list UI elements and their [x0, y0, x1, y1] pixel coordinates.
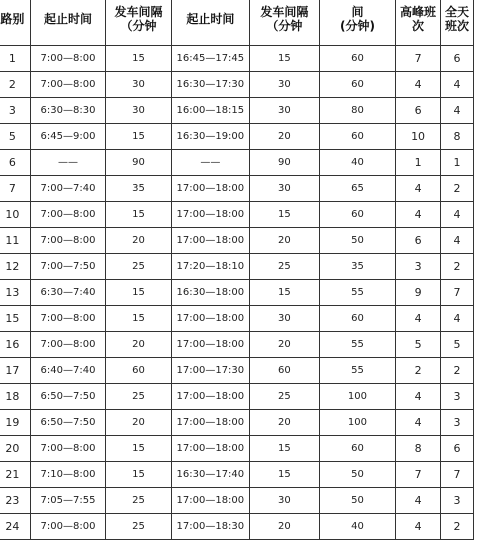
peak-trips-cell: 10 — [396, 124, 441, 150]
start-end-1-cell: 6:30—7:40 — [30, 280, 105, 306]
interval-2-cell: 20 — [249, 124, 319, 150]
route-cell: 24 — [0, 514, 30, 540]
start-end-1-cell: —— — [30, 150, 105, 176]
table-row — [0, 410, 474, 436]
route-cell: 18 — [0, 384, 30, 410]
start-end-2-cell: 16:00—18:15 — [171, 98, 249, 124]
start-end-1-cell: 7:10—8:00 — [30, 462, 105, 488]
start-end-1-cell: 7:00—8:00 — [30, 72, 105, 98]
interval-2-cell: 90 — [249, 150, 319, 176]
interval-1-cell: 15 — [106, 46, 172, 72]
interval-1-cell: 30 — [106, 98, 172, 124]
interval-1-cell: 20 — [106, 332, 172, 358]
start-end-2-cell: —— — [171, 150, 249, 176]
interval-2-cell: 15 — [249, 280, 319, 306]
route-cell: 19 — [0, 410, 30, 436]
table-row — [0, 280, 474, 306]
daily-trips-cell: 4 — [441, 202, 474, 228]
route-cell: 21 — [0, 462, 30, 488]
interval-1-cell: 30 — [106, 72, 172, 98]
daily-trips-cell: 1 — [441, 150, 474, 176]
route-cell: 17 — [0, 358, 30, 384]
start-end-2-cell: 16:30—18:00 — [171, 280, 249, 306]
interval-2-cell: 30 — [249, 488, 319, 514]
daily-trips-cell: 3 — [441, 410, 474, 436]
peak-trips-cell: 4 — [396, 488, 441, 514]
interval-3-cell: 100 — [319, 410, 395, 436]
header-start-end-2 — [171, 0, 249, 46]
interval-3-cell: 60 — [319, 202, 395, 228]
table-row — [0, 384, 474, 410]
interval-2-cell: 20 — [249, 514, 319, 540]
daily-trips-cell: 2 — [441, 176, 474, 202]
peak-trips-cell: 4 — [396, 72, 441, 98]
route-cell: 2 — [0, 72, 30, 98]
start-end-2-cell: 17:00—18:00 — [171, 488, 249, 514]
header-interval-1-line1: 发车间隔 — [114, 5, 163, 19]
peak-trips-cell: 4 — [396, 202, 441, 228]
interval-1-cell: 15 — [106, 202, 172, 228]
header-daily-trips — [441, 0, 474, 46]
header-route — [0, 0, 30, 46]
start-end-1-cell: 7:00—8:00 — [30, 306, 105, 332]
start-end-2-cell: 17:00—18:00 — [171, 384, 249, 410]
daily-trips-cell: 8 — [441, 124, 474, 150]
interval-3-cell: 60 — [319, 124, 395, 150]
start-end-1-cell: 7:00—7:40 — [30, 176, 105, 202]
header-peak-trips-line2: 次 — [412, 19, 425, 33]
table-row — [0, 462, 474, 488]
daily-trips-cell: 2 — [441, 254, 474, 280]
peak-trips-cell: 4 — [396, 410, 441, 436]
table-row — [0, 72, 474, 98]
header-daily-trips-line2: 班次 — [445, 19, 470, 33]
interval-1-cell: 20 — [106, 410, 172, 436]
interval-3-cell: 65 — [319, 176, 395, 202]
interval-2-cell: 20 — [249, 332, 319, 358]
interval-3-cell: 50 — [319, 462, 395, 488]
header-peak-trips-line1: 高峰班 — [400, 5, 437, 19]
start-end-2-cell: 17:00—18:00 — [171, 306, 249, 332]
peak-trips-cell: 6 — [396, 228, 441, 254]
daily-trips-cell: 6 — [441, 436, 474, 462]
start-end-1-cell: 7:00—8:00 — [30, 514, 105, 540]
peak-trips-cell: 4 — [396, 514, 441, 540]
interval-2-cell: 30 — [249, 72, 319, 98]
peak-trips-cell: 2 — [396, 358, 441, 384]
interval-3-cell: 80 — [319, 98, 395, 124]
start-end-2-cell: 17:00—18:00 — [171, 228, 249, 254]
header-interval-3-line2: (分钟) — [339, 19, 375, 33]
interval-1-cell: 15 — [106, 124, 172, 150]
route-cell: 16 — [0, 332, 30, 358]
peak-trips-cell: 1 — [396, 150, 441, 176]
start-end-1-cell: 6:50—7:50 — [30, 384, 105, 410]
start-end-2-cell: 17:00—18:00 — [171, 176, 249, 202]
interval-1-cell: 15 — [106, 436, 172, 462]
interval-1-cell: 20 — [106, 228, 172, 254]
peak-trips-cell: 4 — [396, 384, 441, 410]
peak-trips-cell: 3 — [396, 254, 441, 280]
interval-2-cell: 15 — [249, 436, 319, 462]
interval-2-cell: 30 — [249, 98, 319, 124]
interval-1-cell: 25 — [106, 384, 172, 410]
interval-1-cell: 90 — [106, 150, 172, 176]
start-end-1-cell: 7:00—8:00 — [30, 228, 105, 254]
interval-1-cell: 25 — [106, 488, 172, 514]
table-row — [0, 332, 474, 358]
header-interval-1-line2: （分钟 — [120, 19, 157, 33]
daily-trips-cell: 3 — [441, 488, 474, 514]
start-end-1-cell: 6:45—9:00 — [30, 124, 105, 150]
table-row — [0, 202, 474, 228]
start-end-2-cell: 17:00—18:30 — [171, 514, 249, 540]
start-end-1-cell: 7:00—7:50 — [30, 254, 105, 280]
start-end-2-cell: 17:00—17:30 — [171, 358, 249, 384]
header-start-end-1-label: 起止时间 — [43, 12, 92, 26]
header-row — [0, 0, 474, 46]
daily-trips-cell: 4 — [441, 72, 474, 98]
daily-trips-cell: 3 — [441, 384, 474, 410]
table-row — [0, 46, 474, 72]
header-interval-2-line2: （分钟 — [266, 19, 303, 33]
interval-2-cell: 25 — [249, 384, 319, 410]
interval-1-cell: 15 — [106, 306, 172, 332]
interval-1-cell: 35 — [106, 176, 172, 202]
table-row — [0, 436, 474, 462]
header-start-end-1 — [30, 0, 105, 46]
interval-2-cell: 15 — [249, 46, 319, 72]
daily-trips-cell: 6 — [441, 46, 474, 72]
route-cell: 7 — [0, 176, 30, 202]
interval-2-cell: 20 — [249, 410, 319, 436]
header-start-end-2-label: 起止时间 — [186, 12, 235, 26]
interval-2-cell: 20 — [249, 228, 319, 254]
interval-2-cell: 30 — [249, 176, 319, 202]
daily-trips-cell: 5 — [441, 332, 474, 358]
interval-3-cell: 40 — [319, 514, 395, 540]
route-cell: 10 — [0, 202, 30, 228]
start-end-1-cell: 7:00—8:00 — [30, 46, 105, 72]
interval-2-cell: 15 — [249, 462, 319, 488]
table-header — [0, 0, 474, 46]
table-row — [0, 228, 474, 254]
start-end-1-cell: 7:05—7:55 — [30, 488, 105, 514]
interval-3-cell: 60 — [319, 46, 395, 72]
interval-2-cell: 30 — [249, 306, 319, 332]
header-route-label: 路别 — [0, 12, 25, 26]
header-peak-trips — [396, 0, 441, 46]
table-row — [0, 488, 474, 514]
route-cell: 20 — [0, 436, 30, 462]
start-end-2-cell: 16:30—19:00 — [171, 124, 249, 150]
start-end-2-cell: 16:30—17:30 — [171, 72, 249, 98]
interval-3-cell: 55 — [319, 332, 395, 358]
start-end-1-cell: 7:00—8:00 — [30, 436, 105, 462]
daily-trips-cell: 7 — [441, 280, 474, 306]
interval-2-cell: 25 — [249, 254, 319, 280]
table-row — [0, 98, 474, 124]
route-cell: 5 — [0, 124, 30, 150]
interval-3-cell: 55 — [319, 280, 395, 306]
table-row — [0, 150, 474, 176]
peak-trips-cell: 5 — [396, 332, 441, 358]
start-end-1-cell: 7:00—8:00 — [30, 202, 105, 228]
interval-2-cell: 60 — [249, 358, 319, 384]
peak-trips-cell: 8 — [396, 436, 441, 462]
peak-trips-cell: 7 — [396, 46, 441, 72]
interval-3-cell: 60 — [319, 306, 395, 332]
peak-trips-cell: 9 — [396, 280, 441, 306]
route-cell: 23 — [0, 488, 30, 514]
start-end-2-cell: 17:20—18:10 — [171, 254, 249, 280]
interval-3-cell: 40 — [319, 150, 395, 176]
start-end-2-cell: 16:45—17:45 — [171, 46, 249, 72]
peak-trips-cell: 4 — [396, 306, 441, 332]
interval-3-cell: 60 — [319, 436, 395, 462]
start-end-2-cell: 17:00—18:00 — [171, 332, 249, 358]
interval-3-cell: 55 — [319, 358, 395, 384]
table-body — [0, 46, 474, 540]
route-cell: 11 — [0, 228, 30, 254]
start-end-2-cell: 17:00—18:00 — [171, 436, 249, 462]
header-daily-trips-line1: 全天 — [445, 5, 470, 19]
peak-trips-cell: 6 — [396, 98, 441, 124]
interval-1-cell: 15 — [106, 462, 172, 488]
daily-trips-cell: 4 — [441, 228, 474, 254]
interval-3-cell: 60 — [319, 72, 395, 98]
route-cell: 15 — [0, 306, 30, 332]
peak-trips-cell: 7 — [396, 462, 441, 488]
start-end-2-cell: 17:00—18:00 — [171, 410, 249, 436]
header-interval-3 — [319, 0, 395, 46]
interval-1-cell: 25 — [106, 254, 172, 280]
start-end-1-cell: 6:50—7:50 — [30, 410, 105, 436]
daily-trips-cell: 4 — [441, 98, 474, 124]
daily-trips-cell: 2 — [441, 514, 474, 540]
route-cell: 3 — [0, 98, 30, 124]
daily-trips-cell: 7 — [441, 462, 474, 488]
interval-1-cell: 15 — [106, 280, 172, 306]
route-cell: 1 — [0, 46, 30, 72]
interval-1-cell: 25 — [106, 514, 172, 540]
interval-2-cell: 15 — [249, 202, 319, 228]
table-row — [0, 306, 474, 332]
table-row — [0, 254, 474, 280]
interval-3-cell: 50 — [319, 488, 395, 514]
interval-3-cell: 50 — [319, 228, 395, 254]
route-cell: 6 — [0, 150, 30, 176]
start-end-2-cell: 16:30—17:40 — [171, 462, 249, 488]
route-cell: 12 — [0, 254, 30, 280]
route-cell: 13 — [0, 280, 30, 306]
header-interval-3-line1: 间 — [351, 5, 364, 19]
table-row — [0, 176, 474, 202]
daily-trips-cell: 4 — [441, 306, 474, 332]
header-interval-2-line1: 发车间隔 — [260, 5, 309, 19]
header-interval-2 — [249, 0, 319, 46]
daily-trips-cell: 2 — [441, 358, 474, 384]
interval-3-cell: 35 — [319, 254, 395, 280]
start-end-1-cell: 6:40—7:40 — [30, 358, 105, 384]
interval-1-cell: 60 — [106, 358, 172, 384]
table-row — [0, 358, 474, 384]
start-end-1-cell: 7:00—8:00 — [30, 332, 105, 358]
table-row — [0, 514, 474, 540]
start-end-1-cell: 6:30—8:30 — [30, 98, 105, 124]
header-interval-1 — [106, 0, 172, 46]
interval-3-cell: 100 — [319, 384, 395, 410]
start-end-2-cell: 17:00—18:00 — [171, 202, 249, 228]
peak-trips-cell: 4 — [396, 176, 441, 202]
table-row — [0, 124, 474, 150]
